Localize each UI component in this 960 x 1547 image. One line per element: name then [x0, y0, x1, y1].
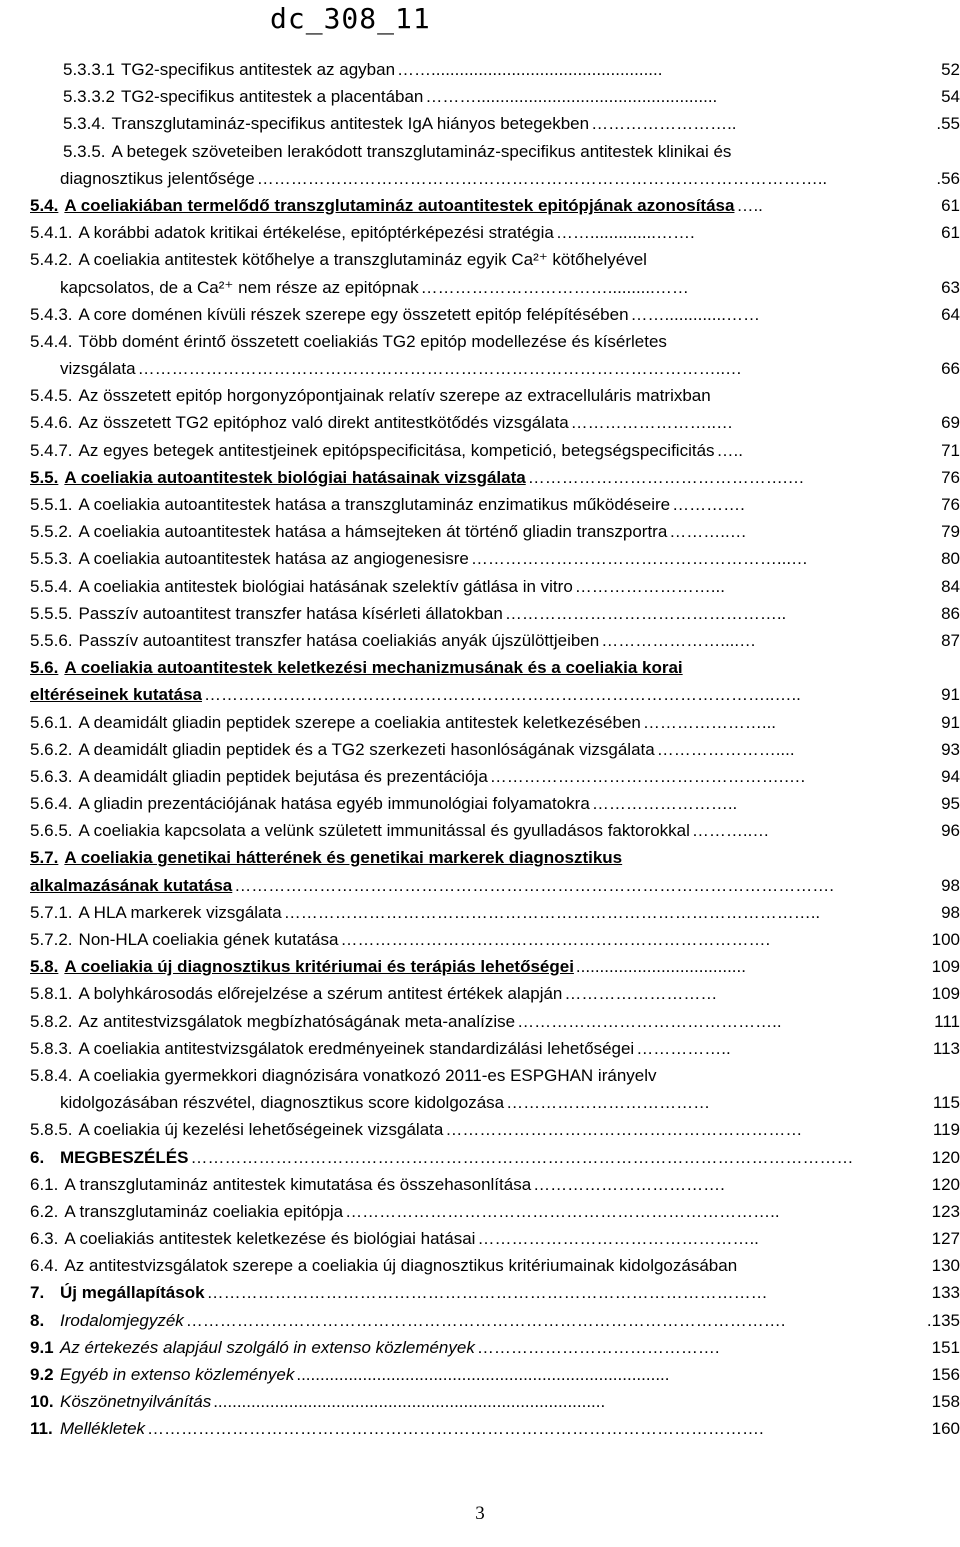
document-id-header: dc_308_11 — [270, 2, 431, 35]
toc-entry-leader: …………………………………………………………………. — [340, 930, 771, 949]
toc-entry-title: A deamidált gliadin peptidek szerepe a coeliakia antitestek keletkezésében — [78, 712, 641, 732]
toc-entry-leader: …………………………………………………………………………………………..… — [137, 359, 743, 379]
toc-entry-title: A coeliakia kapcsolata a velünk született immunitással és gyulladásos faktorokkal — [78, 821, 690, 841]
toc-entry — [30, 1283, 960, 1310]
toc-entry-leader: ……................................................. — [397, 60, 663, 79]
toc-entry — [30, 848, 960, 875]
toc-entry-number: 5.6.4. — [30, 794, 73, 814]
toc-entry-title: A coeliakia autoantitestek hatása a transzglutamináz enzimatikus működéseire — [78, 495, 671, 514]
toc-entry — [30, 114, 960, 141]
toc-entry-number: 5.4.3. — [30, 304, 73, 324]
toc-entry-leader: ………………….... — [656, 739, 795, 759]
toc-entry-title: A coeliakia autoantitestek hatása az angiogenesisre — [78, 549, 469, 569]
toc-entry-number: 5.8.2. — [30, 1011, 73, 1031]
toc-entry-title: A korábbi adatok kritikai értékelése, epitóptérképezési stratégia — [78, 223, 554, 243]
page-number: 3 — [475, 1503, 485, 1524]
toc-entry-leader: …………………….. — [591, 794, 738, 814]
toc-entry-number: 5.8.5. — [30, 1120, 73, 1140]
toc-entry-number: 5.5.1. — [30, 495, 73, 514]
toc-entry — [30, 740, 960, 767]
toc-entry-title: Passzív autoantitest transzfer hatása kísérleti állatokban — [78, 603, 503, 623]
toc-entry-title: A transzglutamináz coeliakia epitópja — [64, 1201, 344, 1221]
toc-entry-number: 5.5.3. — [30, 549, 73, 569]
toc-entry-leader: ……………………………………….… — [527, 467, 805, 487]
toc-entry-page: 69 — [941, 413, 960, 433]
toc-entry-number: 5.3.3.2 — [63, 87, 115, 107]
toc-entry-leader: ……………………..… — [570, 413, 734, 433]
toc-entry-leader: ……………………………………………………… — [445, 1120, 803, 1140]
toc-entry-page: 123 — [931, 1201, 960, 1221]
toc-entry — [30, 1012, 960, 1039]
toc-entry — [30, 658, 960, 685]
toc-entry-page: 98 — [941, 875, 960, 895]
toc-entry — [30, 522, 960, 549]
toc-entry-title: Passzív autoantitest transzfer hatása coeliakiás anyák újszülöttjeiben — [78, 630, 600, 650]
toc-entry — [30, 1365, 960, 1392]
toc-entry-number: 5.6.3. — [30, 766, 73, 786]
toc-entry-page: 109 — [931, 957, 960, 977]
toc-entry-title: A betegek szöveteiben lerakódott transzglutamináz-specifikus antitestek klinikai és — [111, 141, 732, 161]
toc-entry-leader: ………………………………………………………………………………….. — [283, 902, 821, 922]
toc-entry-title: A coeliakia antitestek biológiai hatásának szelektív gátlása in vitro — [78, 576, 573, 596]
toc-entry-number: 5.8.4. — [30, 1065, 73, 1085]
toc-entry-page: 109 — [931, 984, 960, 1004]
toc-entry-title: kidolgozásában részvétel, diagnosztikus score kidolgozása — [60, 1093, 505, 1113]
toc-entry-leader: ………………………………………………………………………………………………. — [147, 1419, 764, 1439]
toc-entry — [30, 1093, 960, 1120]
toc-entry-leader: ................................................................................... — [213, 1392, 606, 1412]
toc-entry-leader: .................................... — [575, 957, 746, 977]
toc-entry-page: 84 — [941, 576, 960, 596]
toc-entry — [30, 60, 960, 87]
toc-entry-title: MEGBESZÉLÉS — [60, 1147, 189, 1167]
toc-entry-page: 80 — [941, 549, 960, 569]
toc-entry-title: A gliadin prezentációjának hatása egyéb immunológiai folyamatokra — [78, 794, 590, 814]
toc-entry — [30, 1148, 960, 1175]
toc-entry-number: 5.6. — [30, 658, 59, 678]
toc-entry-number: 5.7.2. — [30, 930, 73, 949]
toc-entry — [30, 1039, 960, 1066]
toc-entry-page: .135 — [926, 1310, 960, 1330]
toc-entry-title: Új megállapítások — [60, 1283, 205, 1303]
toc-entry-leader: …….............…… — [630, 304, 760, 324]
toc-entry-leader: ………………………………………………………………….. — [345, 1201, 780, 1221]
toc-entry-page: 120 — [931, 1147, 960, 1167]
toc-entry-leader: …………………... — [642, 712, 777, 732]
toc-entry-title: Non-HLA coeliakia gének kutatása — [78, 930, 339, 949]
toc-entry — [30, 794, 960, 821]
toc-entry-number: 8. — [30, 1310, 45, 1330]
toc-entry-number: 5.7.1. — [30, 902, 73, 922]
toc-entry-leader: ….. — [716, 440, 743, 460]
toc-entry — [30, 767, 960, 794]
toc-entry-title: A coeliakiás antitestek keletkezése és biológiai hatásai — [64, 1229, 476, 1249]
toc-entry-number: 5.4.6. — [30, 413, 73, 433]
toc-entry-title: Az összetett epitóp horgonyzópontjainak relatív szerepe az extracelluláris matrixban — [78, 386, 711, 406]
toc-entry-page: 111 — [934, 1011, 960, 1031]
toc-entry-leader: ………..… — [669, 522, 747, 542]
toc-entry-number: 5.4.7. — [30, 440, 73, 460]
toc-entry-number: 5.4.5. — [30, 386, 73, 406]
toc-entry-page: 61 — [941, 195, 960, 215]
toc-entry — [30, 1066, 960, 1093]
toc-entry-title: A core doménen kívüli részek szerepe egy összetett epitóp felépítésében — [78, 304, 629, 324]
toc-entry-page: 52 — [941, 60, 960, 79]
toc-entry-leader: ……………………………………………………………………………………………………… — [190, 1147, 854, 1167]
toc-entry-number: 5.5.4. — [30, 576, 73, 596]
toc-entry-page: 96 — [941, 821, 960, 841]
toc-entry-title: Egyéb in extenso közlemények — [60, 1365, 295, 1384]
toc-entry — [30, 468, 960, 495]
toc-entry-page: 115 — [932, 1093, 960, 1113]
toc-entry-title: Több domént érintő összetett coeliakiás TG2 epitóp modellezése és kísérletes — [78, 331, 667, 351]
toc-entry-number: 5.4.2. — [30, 250, 73, 270]
toc-entry-number: 5.7. — [30, 848, 59, 868]
toc-entry-leader: ……………………………………………………………………………………….. — [256, 168, 828, 188]
toc-entry-title: A coeliakia genetikai hátterének és genetikai markerek diagnosztikus — [64, 848, 623, 868]
toc-entry-page: 86 — [941, 603, 960, 623]
toc-entry-title: A coeliakia autoantitestek keletkezési mechanizmusának és a coeliakia korai — [64, 658, 683, 678]
toc-entry-page: 61 — [941, 223, 960, 243]
toc-entry-number: 6. — [30, 1147, 45, 1167]
toc-entry-leader: ………………………………………….. — [477, 1229, 759, 1249]
toc-entry — [30, 1311, 960, 1338]
toc-entry-title: A bolyhkárosodás előrejelzése a szérum antitest értékek alapján — [78, 984, 563, 1004]
toc-entry-number: 5.5.2. — [30, 522, 73, 542]
toc-entry-leader: ……………………………………………………………………………………………. — [185, 1310, 786, 1330]
toc-entry — [30, 984, 960, 1011]
toc-entry — [30, 821, 960, 848]
toc-entry-title: Transzglutamináz-specifikus antitestek IgA hiányos betegekben — [111, 114, 590, 134]
toc-entry — [30, 332, 960, 359]
toc-entry-number: 5.5.6. — [30, 630, 73, 650]
toc-entry-title: eltéréseinek kutatása — [30, 685, 202, 705]
toc-entry-title: Mellékletek — [60, 1419, 146, 1439]
toc-entry-title: A coeliakia gyermekkori diagnózisára vonatkozó 2011-es ESPGHAN irányelv — [78, 1065, 657, 1085]
toc-entry-title: Irodalomjegyzék — [60, 1310, 184, 1330]
toc-entry — [30, 957, 960, 984]
toc-entry-leader: ……..............……. — [555, 223, 695, 243]
toc-entry-leader: ………................................................... — [425, 87, 718, 107]
toc-entry-page: 91 — [941, 685, 960, 705]
toc-entry-number: 5.4.1. — [30, 223, 73, 243]
toc-entry-leader: …………. — [672, 495, 745, 514]
toc-entry — [30, 495, 960, 522]
table-of-contents — [30, 60, 960, 1447]
toc-entry-leader: ………..… — [691, 821, 770, 841]
toc-entry-leader: ……………………… — [564, 984, 718, 1004]
toc-entry — [30, 1229, 960, 1256]
toc-entry-page: 133 — [931, 1283, 960, 1303]
toc-entry-page: 66 — [941, 359, 960, 379]
toc-entry-page: 120 — [931, 1174, 960, 1194]
toc-entry-page: 76 — [941, 467, 960, 487]
toc-entry-title: A coeliakia új diagnosztikus kritériumai és terápiás lehetőségei — [64, 957, 574, 977]
toc-entry-page: 127 — [931, 1229, 960, 1249]
toc-entry-title: Az egyes betegek antitestjeinek epitópspecificitása, kompetició, betegségspecificitás — [78, 440, 715, 460]
toc-entry-leader: ……………………………..........…… — [420, 277, 689, 297]
toc-entry — [30, 250, 960, 277]
toc-entry-title: Köszönetnyilvánítás — [60, 1392, 212, 1412]
toc-entry-page: 98 — [941, 902, 960, 922]
toc-entry-leader: ............................................................................... — [296, 1365, 670, 1384]
toc-entry-leader: ………………………………………………………………………………………..….. — [204, 685, 801, 705]
toc-entry-leader: ……………………………. — [533, 1174, 725, 1194]
toc-entry-page: 54 — [941, 87, 960, 107]
toc-entry — [30, 223, 960, 250]
toc-entry-title: A coeliakia autoantitestek hatása a hámsejteken át történő gliadin transzportra — [78, 522, 668, 542]
toc-entry-title: vizsgálata — [60, 359, 136, 379]
toc-entry-title: Az antitestvizsgálatok megbízhatóságának meta-analízise — [78, 1011, 516, 1031]
toc-entry-number: 9.1 — [30, 1337, 54, 1357]
toc-entry — [30, 1256, 960, 1283]
toc-entry — [30, 87, 960, 114]
toc-entry-title: A coeliakia autoantitestek biológiai hatásainak vizsgálata — [64, 467, 526, 487]
toc-entry-title: Az antitestvizsgálatok szerepe a coeliakia új diagnosztikus kritériumainak kidolgozásában — [64, 1256, 738, 1276]
toc-entry — [30, 441, 960, 468]
toc-entry-title: A coeliakia új kezelési lehetőségeinek vizsgálata — [78, 1120, 444, 1140]
toc-entry-number: 5.6.1. — [30, 712, 73, 732]
toc-entry-leader: ……………………………………………………………………………………………. — [234, 875, 834, 895]
toc-entry-number: 5.6.2. — [30, 739, 73, 759]
toc-entry-title: A coeliakiában termelődő transzglutamináz autoantitestek epitópjának azonosítása — [64, 195, 735, 215]
toc-entry-title: TG2-specifikus antitestek a placentában — [121, 87, 424, 107]
toc-entry-page: 158 — [931, 1392, 960, 1412]
toc-entry-number: 5.3.4. — [63, 114, 106, 134]
toc-entry-title: alkalmazásának kutatása — [30, 875, 233, 895]
toc-entry-leader: …………….. — [636, 1038, 731, 1058]
toc-entry-page: 119 — [932, 1120, 960, 1140]
toc-entry-number: 5.3.5. — [63, 141, 106, 161]
toc-entry-leader: ……………………………………. — [476, 1337, 720, 1357]
toc-entry-leader: ………………………………………………...… — [470, 549, 809, 569]
toc-entry-title: A deamidált gliadin peptidek és a TG2 szerkezeti hasonlóságának vizsgálata — [78, 739, 655, 759]
toc-entry-page: 64 — [941, 304, 960, 324]
toc-entry — [30, 713, 960, 740]
toc-entry-number: 5.3.3.1 — [63, 60, 115, 79]
toc-entry-leader: …………………....… — [601, 630, 757, 650]
toc-entry-number: 11. — [30, 1419, 53, 1439]
toc-entry — [30, 169, 960, 196]
toc-entry-page: 93 — [941, 739, 960, 759]
toc-entry — [30, 903, 960, 930]
toc-entry-page: 71 — [941, 440, 960, 460]
toc-entry-page: 130 — [931, 1256, 960, 1276]
toc-entry-title: Az összetett TG2 epitóphoz való direkt antitestkötődés vizsgálata — [78, 413, 569, 433]
toc-entry-number: 5.8.3. — [30, 1038, 73, 1058]
toc-entry-leader: ……………………………………….. — [517, 1011, 782, 1031]
toc-entry-number: 10. — [30, 1392, 54, 1412]
toc-entry — [30, 359, 960, 386]
toc-entry-page: 151 — [931, 1337, 960, 1357]
toc-entry — [30, 142, 960, 169]
toc-entry-page: 113 — [932, 1038, 960, 1058]
toc-entry-page: .56 — [936, 168, 960, 188]
toc-entry — [30, 930, 960, 957]
toc-entry-number: 5.5.5. — [30, 603, 73, 623]
toc-entry-number: 6.2. — [30, 1201, 59, 1221]
toc-entry-title: A transzglutamináz antitestek kimutatása és összehasonlítása — [64, 1174, 532, 1194]
toc-entry — [30, 876, 960, 903]
toc-entry — [30, 604, 960, 631]
toc-entry — [30, 549, 960, 576]
toc-entry — [30, 196, 960, 223]
toc-entry-title: A HLA markerek vizsgálata — [78, 902, 282, 922]
toc-entry-page: 100 — [931, 930, 960, 949]
toc-entry-leader: ………………………………………….. — [504, 603, 787, 623]
toc-entry-leader: ……………………………………………………………………………………… — [206, 1283, 768, 1303]
toc-entry-leader: ……………………………… — [506, 1093, 711, 1113]
toc-entry — [30, 1419, 960, 1446]
toc-entry — [30, 1392, 960, 1419]
toc-entry-number: 5.5. — [30, 467, 59, 487]
toc-entry-title: diagnosztikus jelentősége — [60, 168, 255, 188]
toc-entry — [30, 1202, 960, 1229]
toc-entry — [30, 278, 960, 305]
toc-entry — [30, 577, 960, 604]
toc-entry-number: 7. — [30, 1283, 45, 1303]
toc-entry-leader: …………………………………………….…. — [489, 766, 806, 786]
toc-entry-page: 160 — [931, 1419, 960, 1439]
toc-entry-page: .55 — [936, 114, 960, 134]
toc-entry — [30, 1175, 960, 1202]
toc-entry — [30, 631, 960, 658]
toc-entry-page: 156 — [931, 1365, 960, 1384]
toc-entry-number: 5.4. — [30, 195, 59, 215]
toc-entry — [30, 305, 960, 332]
toc-entry-number: 5.8.1. — [30, 984, 73, 1004]
toc-entry-page: 76 — [941, 495, 960, 514]
toc-entry-leader: …………………….. — [591, 114, 737, 134]
toc-entry-title: kapcsolatos, de a Ca²⁺ nem része az epitópnak — [60, 277, 419, 297]
toc-entry — [30, 1120, 960, 1147]
toc-entry-page: 79 — [941, 522, 960, 542]
toc-entry-title: A coeliakia antitestek kötőhelye a transzglutamináz egyik Ca²⁺ kötőhelyével — [78, 250, 647, 270]
toc-entry-page: 63 — [941, 277, 960, 297]
toc-entry-number: 5.4.4. — [30, 331, 73, 351]
toc-entry-title: A deamidált gliadin peptidek bejutása és prezentációja — [78, 766, 488, 786]
toc-entry-leader: ……………………... — [574, 576, 725, 596]
toc-entry-page: 95 — [941, 794, 960, 814]
toc-entry-title: TG2-specifikus antitestek az agyban — [121, 60, 396, 79]
toc-entry-number: 6.1. — [30, 1174, 59, 1194]
toc-entry-page: 91 — [941, 712, 960, 732]
toc-entry — [30, 386, 960, 413]
toc-entry — [30, 1338, 960, 1365]
toc-entry-page: 94 — [941, 766, 960, 786]
toc-entry-number: 9.2 — [30, 1365, 54, 1384]
toc-entry-title: A coeliakia antitestvizsgálatok eredményeinek standardizálási lehetőségei — [78, 1038, 635, 1058]
toc-entry-title: Az értekezés alapjául szolgáló in extenso közlemények — [60, 1337, 475, 1357]
toc-entry-page: 87 — [941, 630, 960, 650]
toc-entry-leader: ….. — [736, 195, 763, 215]
toc-entry-number: 6.4. — [30, 1256, 59, 1276]
toc-entry-number: 5.6.5. — [30, 821, 73, 841]
toc-entry — [30, 685, 960, 712]
toc-entry-number: 5.8. — [30, 957, 59, 977]
toc-entry — [30, 413, 960, 440]
toc-entry-number: 6.3. — [30, 1229, 59, 1249]
